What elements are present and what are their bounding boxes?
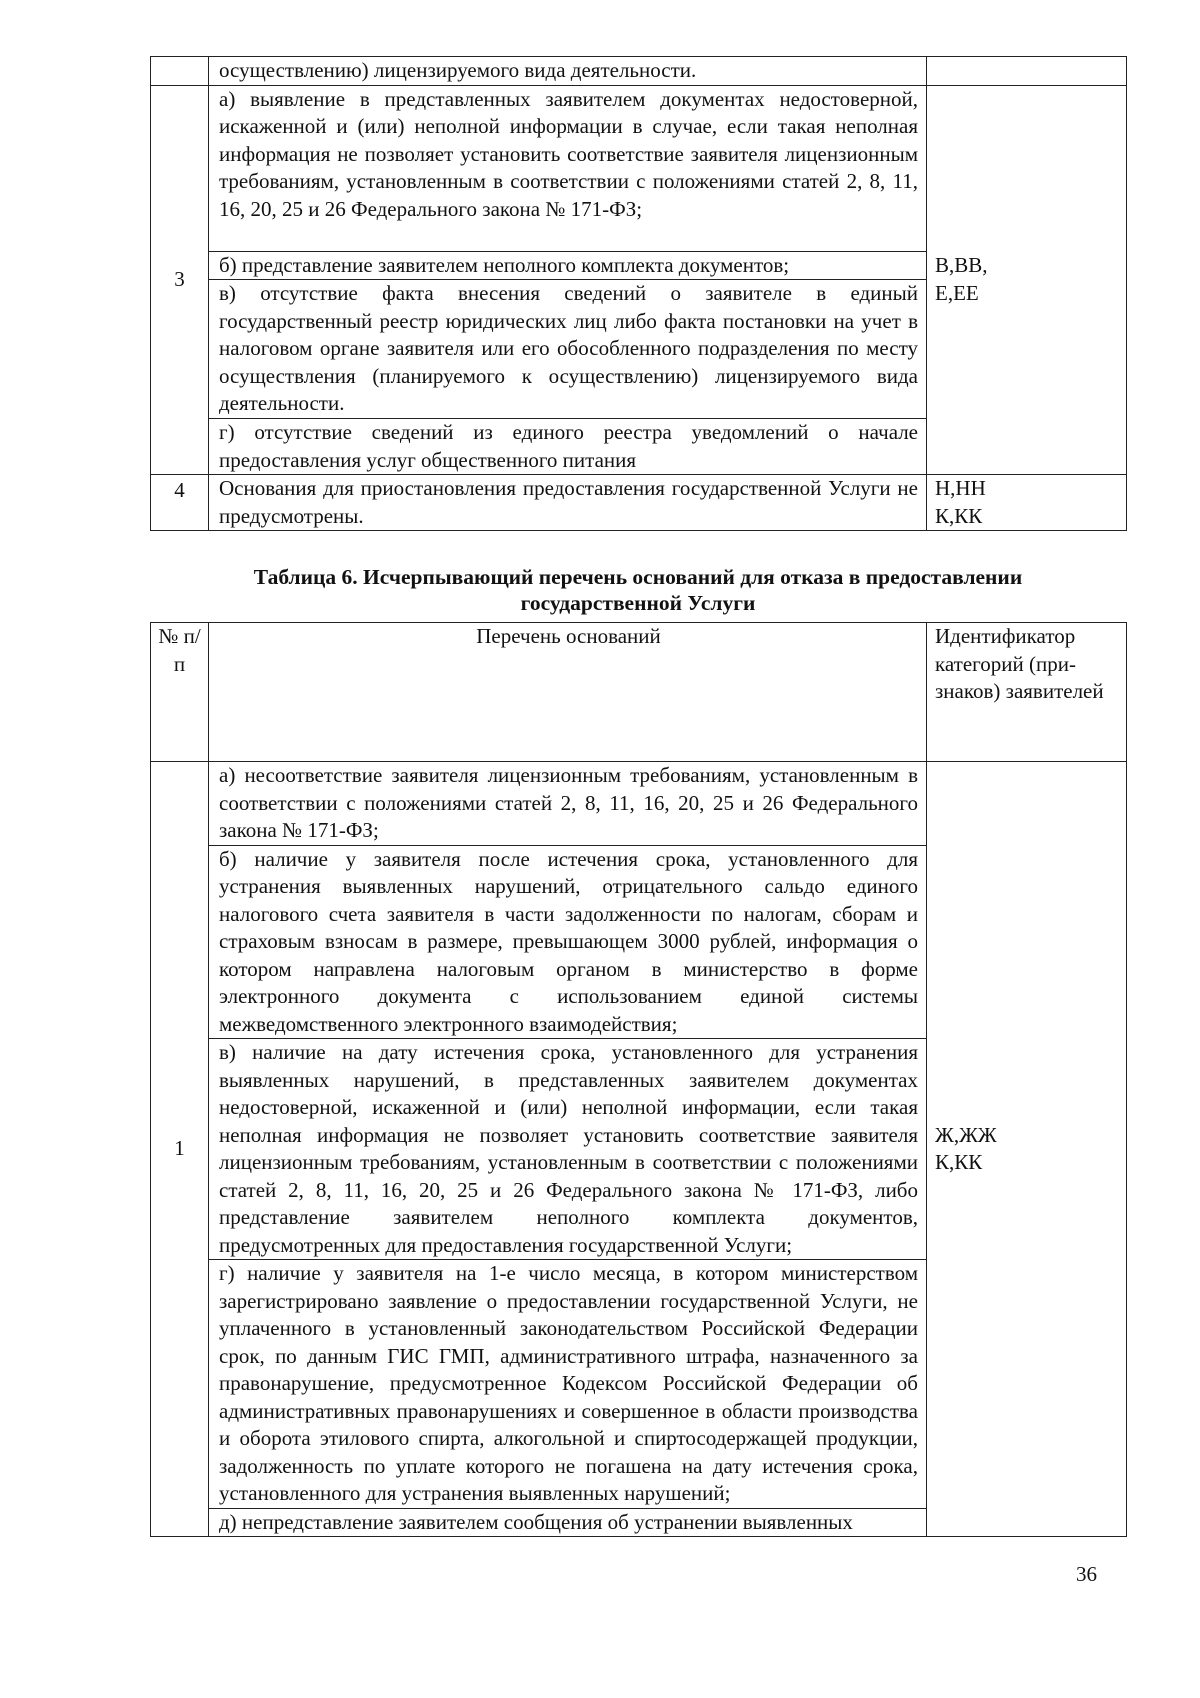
ground-cell: осуществлению) лицензируемого вида деятельности. — [209, 57, 927, 86]
ground-cell: б) наличие у заявителя после истечения срока, установленного для устранения выявленных нарушений, отрицательного сальдо единого налогового счета заявителя в части задолженности по налогам, сборам и страховым взносам в размере, превышающем 3000 рублей, информация о котором направлена налоговым органом в министерство в форме электронного документа с использованием единой системы межведомственного электронного взаимодействия; — [209, 845, 927, 1039]
caption-line: государственной Услуги — [520, 591, 756, 615]
identifier-cell — [927, 475, 1127, 531]
table-6 — [150, 622, 1127, 1537]
row-number-cell: 1 — [151, 762, 209, 1537]
identifier-line: Е,ЕЕ — [935, 280, 979, 305]
identifier-line: В,ВВ, — [935, 253, 988, 278]
identifier-cell — [927, 85, 1127, 475]
ground-cell: д) непредставление заявителем сообщения об устранении выявленных — [209, 1508, 927, 1537]
row-number-cell: 4 — [151, 475, 209, 531]
table-row — [151, 762, 1127, 846]
table-6-caption — [150, 564, 1126, 616]
identifier-line: Н,НН — [935, 476, 986, 500]
table-5-continued — [150, 56, 1127, 531]
ground-cell: в) отсутствие факта внесения сведений о заявителе в единый государственный реестр юридических лиц либо факта постановки на учет в налоговом органе заявителя или его обособленного подразделения по месту осуществления (планируемого к осуществлению) лицензируемого вида деятельности. — [209, 280, 927, 419]
table-row — [151, 85, 1127, 251]
row-number-cell: 3 — [151, 85, 209, 475]
ground-cell: а) несоответствие заявителя лицензионным требованиям, установленным в соответствии с положениями статей 2, 8, 11, 16, 20, 25 и 26 Федерального закона № 171-ФЗ; — [209, 762, 927, 846]
ground-cell: г) наличие у заявителя на 1-е число месяца, в котором министерством зарегистрировано заявление о предоставлении государственной Услуги, не уплаченного в установленный законодательством Российской Федерации срок, по данным ГИС ГМП, административного штрафа, назначенного за правонарушение, предусмотренное Кодексом Российской Федерации об административных правонарушениях и совершенное в области производства и оборота этилового спирта, алкогольной и спиртосодержащей продукции, задолженность по уплате которого не погашена на дату истечения срока, установленного для устранения выявленных нарушений; — [209, 1260, 927, 1509]
table-row — [151, 475, 1127, 531]
ground-cell: б) представление заявителем неполного комплекта документов; — [209, 251, 927, 280]
column-header-identifier: Идентификатор категорий (признаков) заявителей — [927, 623, 1127, 762]
column-header-list: Перечень оснований — [209, 623, 927, 762]
ground-cell: Основания для приостановления предоставления государственной Услуги не предусмотрены. — [209, 475, 927, 531]
table-header-row — [151, 623, 1127, 762]
identifier-line: Ж,ЖЖ — [935, 1122, 997, 1147]
identifier-line: К,КК — [935, 503, 983, 528]
column-header-number: № п/п — [151, 623, 209, 762]
identifier-line: К,КК — [935, 1150, 983, 1174]
table-row — [151, 57, 1127, 86]
page-number: 36 — [1076, 1562, 1097, 1586]
caption-line: Таблица 6. Исчерпывающий перечень оснований для отказа в предоставлении — [253, 565, 1023, 589]
row-number-cell — [151, 57, 209, 86]
identifier-cell — [927, 57, 1127, 86]
ground-cell: г) отсутствие сведений из единого реестра уведомлений о начале предоставления услуг общественного питания — [209, 419, 927, 475]
ground-cell: в) наличие на дату истечения срока, установленного для устранения выявленных нарушений, в представленных заявителем документах недостоверной, искаженной и (или) неполной информации, если такая неполная информация не позволяет установить соответствие заявителя лицензионным требованиям, установленным в соответствии с положениями статей 2, 8, 11, 16, 20, 25 и 26 Федерального закона № 171-ФЗ, либо представление заявителем неполного комплекта документов, предусмотренных для предоставления государственной Услуги; — [209, 1039, 927, 1260]
identifier-cell — [927, 762, 1127, 1537]
ground-cell: а) выявление в представленных заявителем документах недостоверной, искаженной и (или) неполной информации в случае, если такая неполная информация не позволяет установить соответствие заявителя лицензионным требованиям, установленным в соответствии с положениями статей 2, 8, 11, 16, 20, 25 и 26 Федерального закона № 171-ФЗ; — [209, 85, 927, 251]
